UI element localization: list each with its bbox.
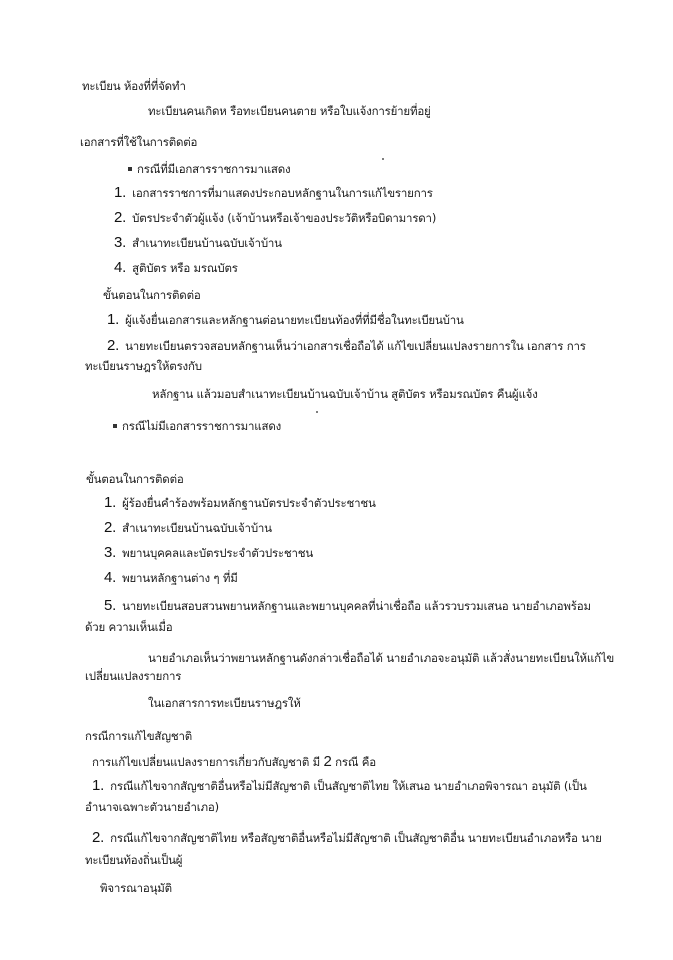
steps2-item-5-cont1: ด้วย ความเห็นเมื่อ — [85, 620, 173, 634]
registry-subtitle: ทะเบียนคนเกิดห รือทะเบียนคนตาย หรือใบแจ้งการย้ายที่อยู่ — [148, 104, 431, 118]
steps2-item-4: 4. พยานหลักฐานต่าง ๆ ที่มี — [104, 569, 238, 586]
nationality-case-1: 1. กรณีแก้ไขจากสัญชาติอื่นหรือไม่มีสัญชาติ เป็นสัญชาติไทย ให้เสนอ นายอำเภอพิจารณา อนุมัติ (เป็น — [92, 777, 587, 794]
steps2-item-3: 3. พยานบุคคลและบัตรประจำตัวประชาชน — [104, 544, 314, 561]
steps2-item-5-cont2: นายอำเภอเห็นว่าพยานหลักฐานดังกล่าวเชื่อถือได้ นายอำเภอจะอนุมัติ แล้วสั่งนายทะเบียนให้แก้ไข — [148, 651, 615, 665]
registry-heading: ทะเบียน ห้องที่ที่จัดทำ — [82, 79, 186, 93]
scan-speck — [382, 158, 384, 160]
nationality-heading: กรณีการแก้ไขสัญชาติ — [85, 729, 192, 743]
steps2-heading: ขั้นตอนในการติดต่อ — [86, 472, 184, 486]
steps1-item-2-cont1: ทะเบียนราษฎรให้ตรงกับ — [85, 359, 202, 373]
doc-item-2: 2. บัตรประจำตัวผู้แจ้ง (เจ้าบ้านหรือเจ้าของประวัติหรือบิดามารดา) — [114, 209, 437, 226]
nationality-intro: การแก้ไขเปลี่ยนแปลงรายการเกี่ยวกับสัญชาติ มี 2 กรณี คือ — [92, 753, 376, 770]
doc-item-1: 1. เอกสารราชการที่มาแสดงประกอบหลักฐานในการแก้ไขรายการ — [114, 184, 433, 201]
nationality-case-2-cont2: พิจารณาอนุมัติ — [100, 881, 172, 895]
steps2-item-5-cont3: เปลี่ยนแปลงรายการ — [85, 669, 182, 683]
scan-speck — [316, 411, 318, 413]
case-with-docs: กรณีที่มีเอกสารราชการมาแสดง — [128, 161, 290, 177]
bullet-icon — [113, 424, 117, 428]
steps1-item-2: 2. นายทะเบียนตรวจสอบหลักฐานเห็นว่าเอกสารเชื่อถือได้ แก้ไขเปลี่ยนแปลงรายการใน เอกสาร การ — [107, 337, 586, 354]
case-without-docs: กรณีไม่มีเอกสารราชการมาแสดง — [113, 418, 281, 434]
nationality-case-2: 2. กรณีแก้ไขจากสัญชาติไทย หรือสัญชาติอื่นหรือไม่มีสัญชาติ เป็นสัญชาติอื่น นายทะเบียนอำเภอหรือ นาย — [92, 829, 602, 846]
doc-item-3: 3. สำเนาทะเบียนบ้านฉบับเจ้าบ้าน — [114, 234, 282, 251]
steps1-item-1: 1. ผู้แจ้งยื่นเอกสารและหลักฐานต่อนายทะเบียนท้องที่ที่มีชื่อในทะเบียนบ้าน — [107, 311, 464, 328]
steps2-item-1: 1. ผู้ร้องยื่นคำร้องพร้อมหลักฐานบัตรประจำตัวประชาชน — [104, 494, 376, 511]
steps1-item-2-cont2: หลักฐาน แล้วมอบสำเนาทะเบียนบ้านฉบับเจ้าบ้าน สูติบัตร หรือมรณบัตร คืนผู้แจ้ง — [152, 387, 538, 401]
bullet-icon — [128, 167, 132, 171]
nationality-case-2-cont1: ทะเบียนท้องถิ่นเป็นผู้ — [85, 853, 183, 867]
doc-item-4: 4. สูติบัตร หรือ มรณบัตร — [114, 259, 238, 276]
steps2-item-5: 5. นายทะเบียนสอบสวนพยานหลักฐานและพยานบุคคลที่น่าเชื่อถือ แล้วรวบรวมเสนอ นายอำเภอพร้อม — [104, 597, 591, 614]
documents-heading: เอกสารที่ใช้ในการติดต่อ — [80, 135, 198, 149]
steps1-heading: ขั้นตอนในการติดต่อ — [103, 288, 201, 302]
steps2-item-2: 2. สำเนาทะเบียนบ้านฉบับเจ้าบ้าน — [104, 519, 272, 536]
nationality-case-1-cont: อำนาจเฉพาะตัวนายอำเภอ) — [85, 800, 219, 814]
steps2-item-5-cont4: ในเอกสารการทะเบียนราษฎรให้ — [148, 696, 301, 710]
